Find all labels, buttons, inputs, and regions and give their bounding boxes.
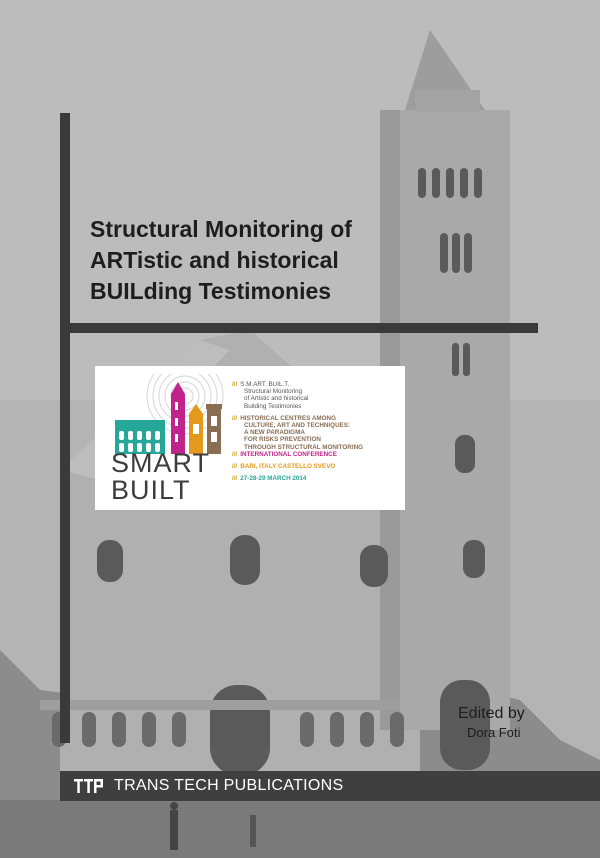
editor-credit	[458, 704, 588, 742]
conference-acronym-line: /// S.M.ART. BUIL.T.	[232, 381, 290, 388]
book-title	[90, 214, 420, 307]
title-line-1: Structural Monitoring of	[90, 216, 352, 242]
conference-subtitle-line: Structural Monitoring	[244, 388, 303, 396]
ttp-logo-icon	[74, 779, 104, 793]
editor-name: Dora Foti	[467, 725, 521, 740]
conference-theme-line: FOR RISKS PREVENTION	[244, 436, 321, 444]
logo-wordmark-built: BUILT	[111, 475, 191, 505]
edited-by-label: Edited by	[458, 705, 525, 722]
conference-theme-line: A NEW PARADIGMA	[244, 429, 305, 437]
vertical-accent-bar	[60, 113, 70, 743]
conference-theme-line: THROUGH STRUCTURAL MONITORING	[244, 443, 364, 451]
conference-subtitle-line: of Artistic and historical	[244, 395, 309, 403]
title-line-2: ARTistic and historical	[90, 247, 339, 273]
conference-theme-line: CULTURE, ART AND TECHNIQUES:	[244, 422, 351, 430]
conference-location-line: /// BARI, ITALY CASTELLO SVEVO	[232, 463, 336, 471]
publisher-name: TRANS TECH PUBLICATIONS	[114, 777, 344, 794]
logo-wordmark-smart: SMART	[111, 448, 211, 478]
conference-info	[232, 381, 402, 482]
slashes-mark: ///	[232, 381, 238, 388]
publisher-bar	[60, 771, 600, 801]
title-line-3: BUILding Testimonies	[90, 278, 332, 304]
conference-type-line: /// INTERNATIONAL CONFERENCE	[232, 450, 337, 458]
conference-subtitle-line: Building Testimonies	[244, 402, 302, 410]
conference-logo	[95, 366, 405, 510]
horizontal-accent-bar	[60, 323, 538, 333]
conference-dates-line: /// 27-28-29 MARCH 2014	[232, 475, 307, 483]
conference-theme-line: /// HISTORICAL CENTRES AMONG	[232, 414, 336, 422]
